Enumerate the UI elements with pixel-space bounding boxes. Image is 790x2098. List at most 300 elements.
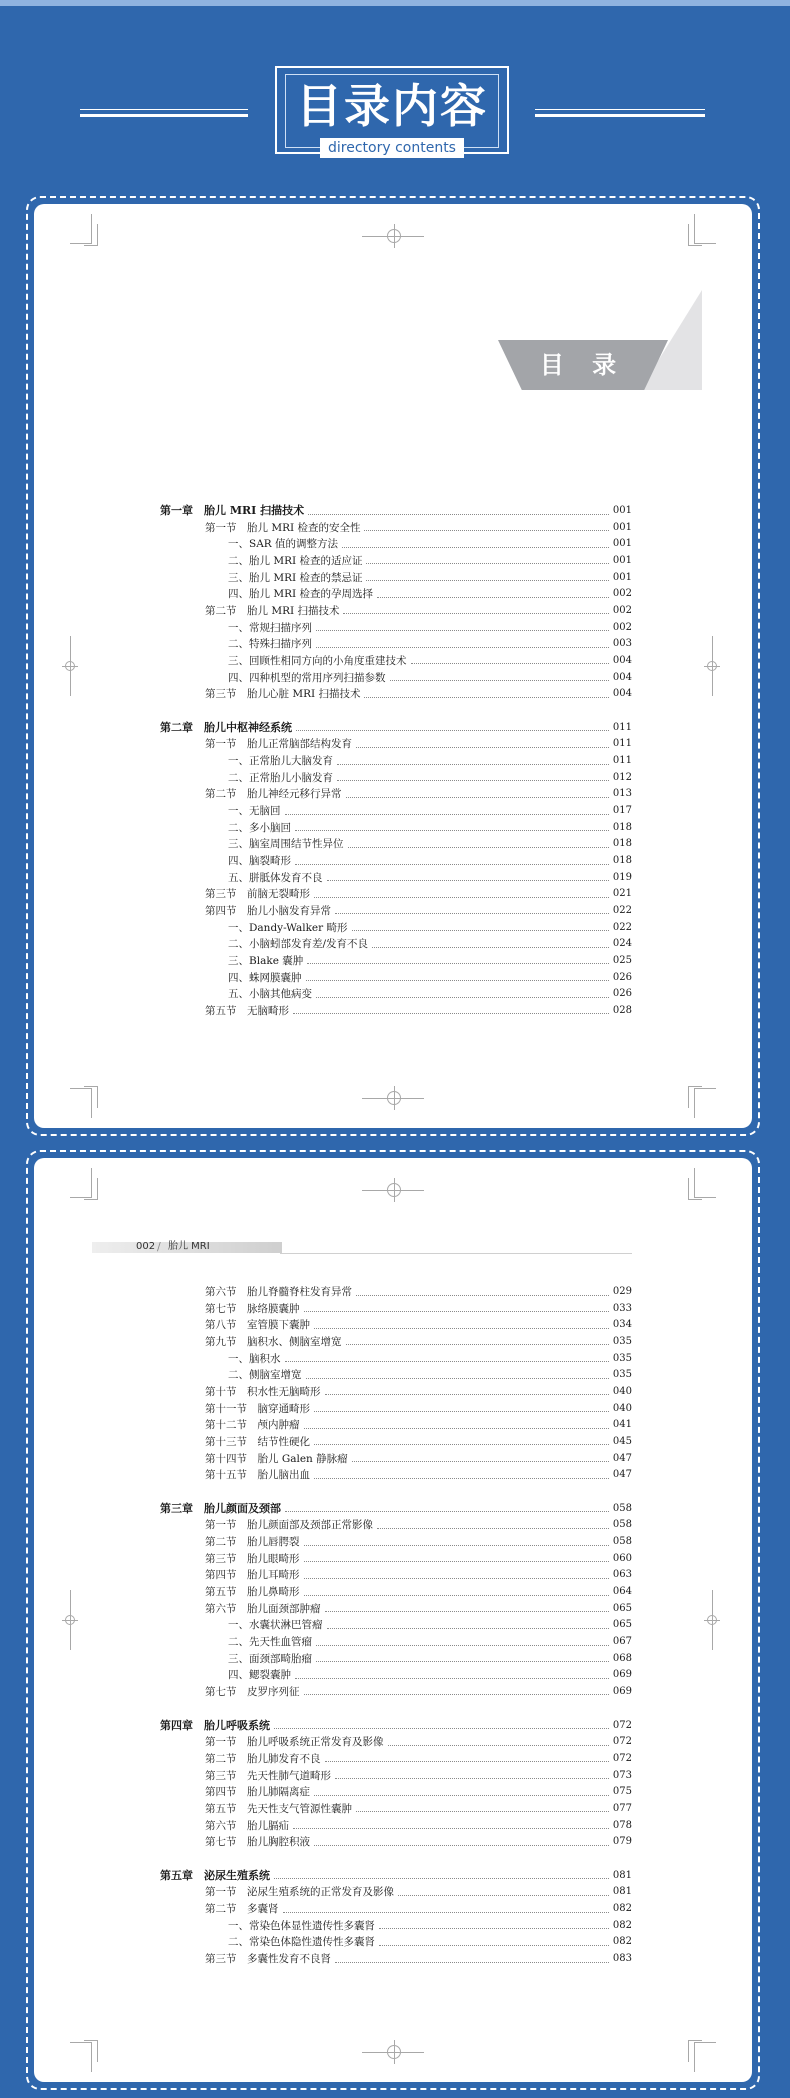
toc-leader-dots: [337, 764, 609, 765]
toc-page-number: 063: [612, 1569, 632, 1581]
toc-page-number: 002: [612, 588, 632, 600]
toc-page-number: 058: [612, 1519, 632, 1531]
toc-page-number: 001: [612, 571, 632, 583]
toc-entry-title: 四、脑裂畸形: [228, 855, 291, 867]
toc-entry-title: 四、胎儿 MRI 检查的孕周选择: [228, 588, 373, 601]
toc-entry-title: 二、多小脑回: [228, 821, 291, 834]
crosshair-circle: [387, 1091, 401, 1105]
toc-section-row: [205, 686, 632, 702]
toc-leader-dots: [356, 747, 609, 748]
crosshair-circle: [707, 661, 717, 671]
toc-leader-dots: [337, 780, 609, 781]
toc-page-number: 035: [612, 1369, 632, 1381]
toc-leader-dots: [314, 1795, 609, 1796]
toc-section-row: [205, 1003, 632, 1019]
toc-section-row: [205, 1534, 632, 1550]
crop-mark: [84, 1178, 98, 1200]
toc-entry-title: 第十五节 胎儿脑出血: [205, 1469, 310, 1482]
toc-item-row: [228, 870, 632, 886]
toc-leader-dots: [306, 980, 609, 981]
toc-page-number: 083: [612, 1953, 632, 1965]
toc-leader-dots: [335, 1778, 609, 1779]
toc-section-row: [205, 1818, 632, 1834]
crop-mark: [688, 2040, 702, 2062]
toc-page-number: 022: [612, 904, 632, 916]
toc-page-number: 001: [612, 538, 632, 550]
toc-page-number: 029: [612, 1286, 632, 1297]
crop-mark: [688, 224, 702, 246]
toc-page-number: 026: [612, 971, 632, 983]
toc-page-number: 012: [612, 771, 632, 783]
toc-entry-title: 第三节 前脑无裂畸形: [205, 888, 310, 901]
toc-chapter-row: [160, 1868, 632, 1884]
toc-page-number: 018: [612, 855, 632, 866]
crosshair-circle: [387, 2045, 401, 2059]
toc-leader-dots: [335, 913, 609, 914]
toc-entry-title: 一、SAR 值的调整方法: [228, 538, 339, 551]
crop-mark: [688, 1178, 702, 1200]
toc-section-row: [205, 1301, 632, 1317]
toc-page-number: 035: [612, 1335, 632, 1347]
toc-page-number: 060: [612, 1552, 632, 1564]
toc-entry-title: 四、鳃裂囊肿: [228, 1669, 291, 1682]
toc-page-number: 024: [612, 938, 632, 950]
toc-section-row: [205, 1784, 632, 1800]
toc-leader-dots: [325, 1394, 609, 1395]
toc-entry-title: 第六节 胎儿面颈部肿瘤: [205, 1602, 321, 1615]
toc-section-row: [205, 1284, 632, 1300]
toc-page-number: 004: [612, 688, 632, 700]
toc-leader-dots: [295, 864, 609, 865]
toc-section-row: [205, 1551, 632, 1567]
toc-page-number: 045: [612, 1435, 632, 1447]
toc-page-number: 077: [612, 1802, 632, 1814]
top-strip: [0, 0, 790, 6]
toc-item-row: [228, 953, 632, 969]
crop-mark: [84, 1086, 98, 1108]
toc-item-row: [228, 636, 632, 652]
toc-leader-dots: [314, 897, 609, 898]
toc-leader-dots: [304, 1578, 609, 1579]
crosshair-circle: [65, 1615, 75, 1625]
toc-page-number: 078: [612, 1819, 632, 1831]
toc-page-number: 033: [612, 1302, 632, 1314]
toc-leader-dots: [364, 697, 608, 698]
toc-item-row: [228, 836, 632, 852]
toc-leader-dots: [379, 1928, 609, 1929]
toc-entry-title: 二、侧脑室增宽: [228, 1369, 302, 1382]
toc-entry-title: 第二节 胎儿唇腭裂: [205, 1536, 300, 1549]
toc-leader-dots: [316, 1661, 609, 1662]
toc-entry-title: 第二节 胎儿神经元移行异常: [205, 788, 342, 801]
toc-section-row: [205, 1451, 632, 1467]
toc-leader-dots: [304, 1428, 609, 1429]
toc-page-number: 067: [612, 1636, 632, 1647]
toc-leader-dots: [285, 814, 609, 815]
toc-section-row: [205, 520, 632, 536]
toc-leader-dots: [327, 880, 609, 881]
toc-entry-title: 二、先天性血管瘤: [228, 1636, 312, 1648]
toc-page-number: 041: [612, 1419, 632, 1431]
toc-entry-title: 第十二节 颅内肿瘤: [205, 1419, 300, 1432]
toc-entry-title: 第五节 先天性支气管源性囊肿: [205, 1802, 352, 1815]
toc-section-row: [205, 603, 632, 619]
toc-entry-title: 第三节 先天性肺气道畸形: [205, 1769, 331, 1782]
toc-entry-title: 五、胼胝体发育不良: [228, 871, 323, 884]
toc-page-number: 069: [612, 1685, 632, 1697]
toc-entry-title: 一、水囊状淋巴管瘤: [228, 1619, 323, 1632]
toc-page-number: 017: [612, 805, 632, 817]
toc-leader-dots: [285, 1361, 609, 1362]
toc-entry-title: 第五章 泌尿生殖系统: [160, 1868, 270, 1882]
toc-item-row: [228, 920, 632, 936]
toc-entry-title: 第三章 胎儿颜面及颈部: [160, 1501, 281, 1515]
toc-leader-dots: [377, 597, 609, 598]
toc-section-row: [205, 1401, 632, 1417]
toc-entry-title: 第五节 胎儿鼻畸形: [205, 1586, 300, 1599]
crosshair-circle: [65, 661, 75, 671]
toc-section-row: [205, 903, 632, 919]
toc-page-number: 003: [612, 638, 632, 650]
toc-item-row: [228, 986, 632, 1002]
toc-leader-dots: [366, 580, 608, 581]
crosshair-circle: [387, 1183, 401, 1197]
toc-item-row: [228, 820, 632, 836]
toc-page-number: 001: [612, 554, 632, 566]
toc-page-number: 082: [612, 1936, 632, 1948]
page-title: 目 录: [539, 351, 627, 379]
toc-item-row: [228, 586, 632, 602]
toc-entry-title: 一、常规扫描序列: [228, 621, 312, 634]
toc-item-row: [228, 1367, 632, 1383]
toc-leader-dots: [296, 730, 609, 731]
toc-item-row: [228, 570, 632, 586]
toc-page-number: 073: [612, 1769, 632, 1781]
toc-item-row: [228, 536, 632, 552]
toc-leader-dots: [314, 1478, 609, 1479]
toc-section-row: [205, 1584, 632, 1600]
toc-leader-dots: [411, 663, 609, 664]
crop-mark: [84, 2040, 98, 2062]
toc-item-row: [228, 620, 632, 636]
toc-section-row: [205, 1334, 632, 1350]
toc-entry-title: 第六节 胎儿脊髓脊柱发育异常: [205, 1286, 352, 1298]
crosshair-circle: [387, 229, 401, 243]
toc-chapter-row: [160, 720, 632, 736]
toc-leader-dots: [356, 1811, 609, 1812]
toc-entry-title: 第四节 胎儿肺隔离症: [205, 1786, 310, 1799]
toc-leader-dots: [304, 1561, 609, 1562]
toc-section-row: [205, 1884, 632, 1900]
toc-page-number: 001: [612, 521, 632, 533]
toc-page-number: 068: [612, 1652, 632, 1664]
toc-entry-title: 第七节 皮罗序列征: [205, 1685, 300, 1698]
toc-leader-dots: [293, 1828, 609, 1829]
toc-entry-title: 三、脑室周围结节性异位: [228, 838, 344, 851]
toc-entry-title: 第十四节 胎儿 Galen 静脉瘤: [205, 1452, 348, 1465]
toc-item-row: [228, 1667, 632, 1683]
toc-item-row: [228, 970, 632, 986]
toc-entry-title: 第十三节 结节性硬化: [205, 1435, 310, 1448]
toc-item-row: [228, 753, 632, 769]
crop-mark: [84, 224, 98, 246]
toc-page-number: 035: [612, 1352, 632, 1364]
toc-entry-title: 一、正常胎儿大脑发育: [228, 755, 333, 768]
toc-entry-title: 第二章 胎儿中枢神经系统: [160, 720, 292, 734]
toc-entry-title: 第三节 胎儿心脏 MRI 扫描技术: [205, 688, 361, 701]
toc-leader-dots: [295, 1678, 609, 1679]
toc-leader-dots: [356, 1295, 609, 1296]
toc-section-row: [205, 1317, 632, 1333]
toc-section-row: [205, 1951, 632, 1967]
toc-item-row: [228, 1617, 632, 1633]
running-page-number: 002: [136, 1241, 156, 1252]
toc-leader-dots: [335, 1962, 609, 1963]
toc-entry-title: 第四节 胎儿耳畸形: [205, 1569, 300, 1582]
toc-page-number: 058: [612, 1502, 632, 1514]
toc-entry-title: 第七节 脉络膜囊肿: [205, 1302, 300, 1315]
toc-page-number: 040: [612, 1402, 632, 1414]
toc-leader-dots: [304, 1595, 609, 1596]
toc-leader-dots: [304, 1311, 609, 1312]
toc-page-number: 075: [612, 1786, 632, 1798]
toc-leader-dots: [316, 1645, 609, 1646]
toc-page-number: 058: [612, 1536, 632, 1548]
toc-leader-dots: [390, 680, 609, 681]
toc-section-row: [205, 1567, 632, 1583]
toc-leader-dots: [285, 1511, 609, 1512]
toc-leader-dots: [388, 1745, 609, 1746]
toc-page-number: 082: [612, 1919, 632, 1931]
toc-page-number: 013: [612, 788, 632, 800]
toc-chapter-row: [160, 1501, 632, 1517]
running-book-title: 胎儿 MRI: [168, 1241, 210, 1252]
toc-entry-title: 二、小脑蚓部发育差/发育不良: [228, 938, 369, 951]
toc-leader-dots: [295, 830, 609, 831]
toc-leader-dots: [283, 1912, 609, 1913]
toc-page-number: 079: [612, 1836, 632, 1848]
toc-entry-title: 二、常染色体隐性遗传性多囊肾: [228, 1936, 375, 1949]
toc-entry-title: 第十一节 脑穿通畸形: [205, 1402, 310, 1415]
toc-page-number: 002: [612, 621, 632, 633]
running-header-rule: [280, 1253, 632, 1254]
toc-page-number: 072: [612, 1752, 632, 1764]
toc-section-row: [205, 1768, 632, 1784]
toc-page-number: 002: [612, 604, 632, 616]
toc-entry-title: 一、常染色体显性遗传性多囊肾: [228, 1919, 375, 1932]
toc-leader-dots: [325, 1611, 609, 1612]
toc-entry-title: 第十节 积水性无脑畸形: [205, 1385, 321, 1398]
toc-page-number: 040: [612, 1385, 632, 1397]
toc-section-row: [205, 1801, 632, 1817]
toc-entry-title: 三、胎儿 MRI 检查的禁忌证: [228, 571, 363, 584]
slash-icon: /: [157, 1240, 161, 1253]
toc-item-row: [228, 670, 632, 686]
toc-page-number: 047: [612, 1469, 632, 1481]
toc-section-row: [205, 1434, 632, 1450]
toc-page-number: 018: [612, 838, 632, 850]
toc-chapter-row: [160, 503, 632, 519]
toc-leader-dots: [308, 514, 609, 515]
toc-section-row: [205, 1684, 632, 1700]
toc-section-row: [205, 736, 632, 752]
toc-entry-title: 第四节 胎儿小脑发育异常: [205, 904, 331, 917]
toc-page-number: 019: [612, 871, 632, 883]
toc-entry-title: 第九节 脑积水、侧脑室增宽: [205, 1335, 342, 1348]
toc-leader-dots: [372, 947, 609, 948]
toc-leader-dots: [377, 1528, 609, 1529]
toc-page-number: 072: [612, 1719, 632, 1731]
toc-leader-dots: [314, 1411, 609, 1412]
toc-entry-title: 第二节 胎儿 MRI 扫描技术: [205, 604, 340, 617]
toc-page-number: 018: [612, 821, 632, 833]
toc-page-number: 001: [612, 505, 632, 516]
toc-item-row: [228, 803, 632, 819]
toc-entry-title: 四、蛛网膜囊肿: [228, 971, 302, 984]
toc-entry-title: 第一节 胎儿呼吸系统正常发育及影像: [205, 1736, 384, 1749]
toc-section-row: [205, 1517, 632, 1533]
toc-page-number: 025: [612, 954, 632, 966]
toc-page-number: 004: [612, 654, 632, 666]
toc-leader-dots: [314, 1845, 609, 1846]
toc-page-number: 047: [612, 1452, 632, 1464]
toc-section-row: [205, 1751, 632, 1767]
toc-leader-dots: [293, 1013, 609, 1014]
banner-subtitle: directory contents: [320, 138, 464, 158]
toc-section-row: [205, 1384, 632, 1400]
crop-mark: [688, 1086, 702, 1108]
toc-entry-title: 四、四种机型的常用序列扫描参数: [228, 671, 386, 684]
toc-section-row: [205, 786, 632, 802]
toc-leader-dots: [304, 1545, 609, 1546]
toc-entry-title: 第五节 无脑畸形: [205, 1004, 289, 1017]
toc-leader-dots: [314, 1328, 609, 1329]
toc-page-number: 021: [612, 888, 632, 900]
toc-item-row: [228, 1634, 632, 1650]
toc-entry-title: 五、小脑其他病变: [228, 988, 312, 1001]
header-rule-right-bold: [535, 114, 705, 117]
toc-section-row: [205, 886, 632, 902]
toc-chapter-row: [160, 1718, 632, 1734]
crosshair-circle: [707, 1615, 717, 1625]
toc-entry-title: 第一节 胎儿颜面部及颈部正常影像: [205, 1519, 373, 1532]
header-rule-left: [80, 109, 248, 110]
toc-item-row: [228, 1351, 632, 1367]
toc-page-number: 072: [612, 1736, 632, 1748]
toc-entry-title: 三、回顾性相同方向的小角度重建技术: [228, 654, 407, 667]
toc-leader-dots: [366, 563, 608, 564]
toc-page-number: 011: [612, 721, 632, 733]
toc-leader-dots: [342, 547, 609, 548]
toc-section-row: [205, 1901, 632, 1917]
toc-leader-dots: [364, 530, 608, 531]
toc-entry-title: 第八节 室管膜下囊肿: [205, 1319, 310, 1332]
toc-entry-title: 第七节 胎儿胸腔积液: [205, 1836, 310, 1849]
toc-entry-title: 一、无脑回: [228, 805, 281, 818]
toc-leader-dots: [314, 1444, 609, 1445]
toc-page-number: 011: [612, 755, 632, 767]
toc-item-row: [228, 853, 632, 869]
toc-item-row: [228, 553, 632, 569]
toc-entry-title: 第二节 胎儿肺发育不良: [205, 1752, 321, 1765]
toc-leader-dots: [306, 1378, 609, 1379]
toc-entry-title: 二、特殊扫描序列: [228, 638, 312, 651]
toc-page-number: 065: [612, 1619, 632, 1631]
toc-page-number: 069: [612, 1669, 632, 1681]
toc-page-number: 034: [612, 1319, 632, 1331]
toc-entry-title: 第四章 胎儿呼吸系统: [160, 1718, 270, 1732]
toc-leader-dots: [274, 1728, 609, 1729]
toc-leader-dots: [274, 1878, 609, 1879]
toc-leader-dots: [346, 797, 609, 798]
toc-section-row: [205, 1467, 632, 1483]
toc-leader-dots: [307, 963, 609, 964]
toc-page-number: 028: [612, 1004, 632, 1016]
toc-page-number: 065: [612, 1602, 632, 1614]
toc-leader-dots: [348, 847, 609, 848]
toc-entry-title: 一、脑积水: [228, 1352, 281, 1365]
toc-entry-title: 二、正常胎儿小脑发育: [228, 771, 333, 784]
toc-leader-dots: [327, 1628, 609, 1629]
toc-page-number: 081: [612, 1886, 632, 1898]
toc-entry-title: 三、Blake 囊肿: [228, 954, 304, 967]
toc-leader-dots: [352, 930, 609, 931]
toc-entry-title: 一、Dandy-Walker 畸形: [228, 921, 348, 934]
toc-leader-dots: [398, 1895, 609, 1896]
toc-entry-title: 第六节 胎儿膈疝: [205, 1819, 289, 1832]
toc-page-number: 004: [612, 671, 632, 683]
toc-page-number: 082: [612, 1903, 632, 1915]
toc-entry-title: 第一节 胎儿正常脑部结构发育: [205, 738, 352, 751]
toc-item-row: [228, 1651, 632, 1667]
toc-section-row: [205, 1601, 632, 1617]
toc-entry-title: 三、面颈部畸胎瘤: [228, 1652, 312, 1665]
toc-section-row: [205, 1734, 632, 1750]
toc-page-number: 064: [612, 1586, 632, 1598]
toc-leader-dots: [352, 1461, 609, 1462]
toc-leader-dots: [316, 630, 609, 631]
toc-page-number: 081: [612, 1869, 632, 1881]
toc-entry-title: 第一章 胎儿 MRI 扫描技术: [160, 504, 305, 517]
toc-entry-title: 第三节 多囊性发育不良肾: [205, 1953, 331, 1966]
banner-title: 目录内容: [296, 79, 488, 133]
toc-leader-dots: [343, 613, 608, 614]
toc-entry-title: 二、胎儿 MRI 检查的适应证: [228, 554, 363, 567]
toc-item-row: [228, 770, 632, 786]
toc-leader-dots: [346, 1344, 609, 1345]
toc-section-row: [205, 1834, 632, 1850]
toc-section-row: [205, 1417, 632, 1433]
toc-item-row: [228, 1934, 632, 1950]
header-rule-left-bold: [80, 114, 248, 117]
toc-page-number: 022: [612, 921, 632, 933]
toc-leader-dots: [304, 1694, 609, 1695]
toc-entry-title: 第一节 泌尿生殖系统的正常发育及影像: [205, 1886, 394, 1899]
toc-leader-dots: [325, 1761, 609, 1762]
toc-item-row: [228, 653, 632, 669]
toc-entry-title: 第二节 多囊肾: [205, 1903, 279, 1916]
toc-item-row: [228, 1918, 632, 1934]
toc-page-number: 026: [612, 988, 632, 1000]
toc-page-number: 011: [612, 738, 632, 750]
toc-item-row: [228, 936, 632, 952]
toc-entry-title: 第三节 胎儿眼畸形: [205, 1552, 300, 1565]
toc-entry-title: 第一节 胎儿 MRI 检查的安全性: [205, 521, 361, 534]
toc-leader-dots: [379, 1945, 609, 1946]
toc-leader-dots: [316, 997, 609, 998]
header-rule-right: [535, 109, 705, 110]
toc-leader-dots: [316, 647, 609, 648]
